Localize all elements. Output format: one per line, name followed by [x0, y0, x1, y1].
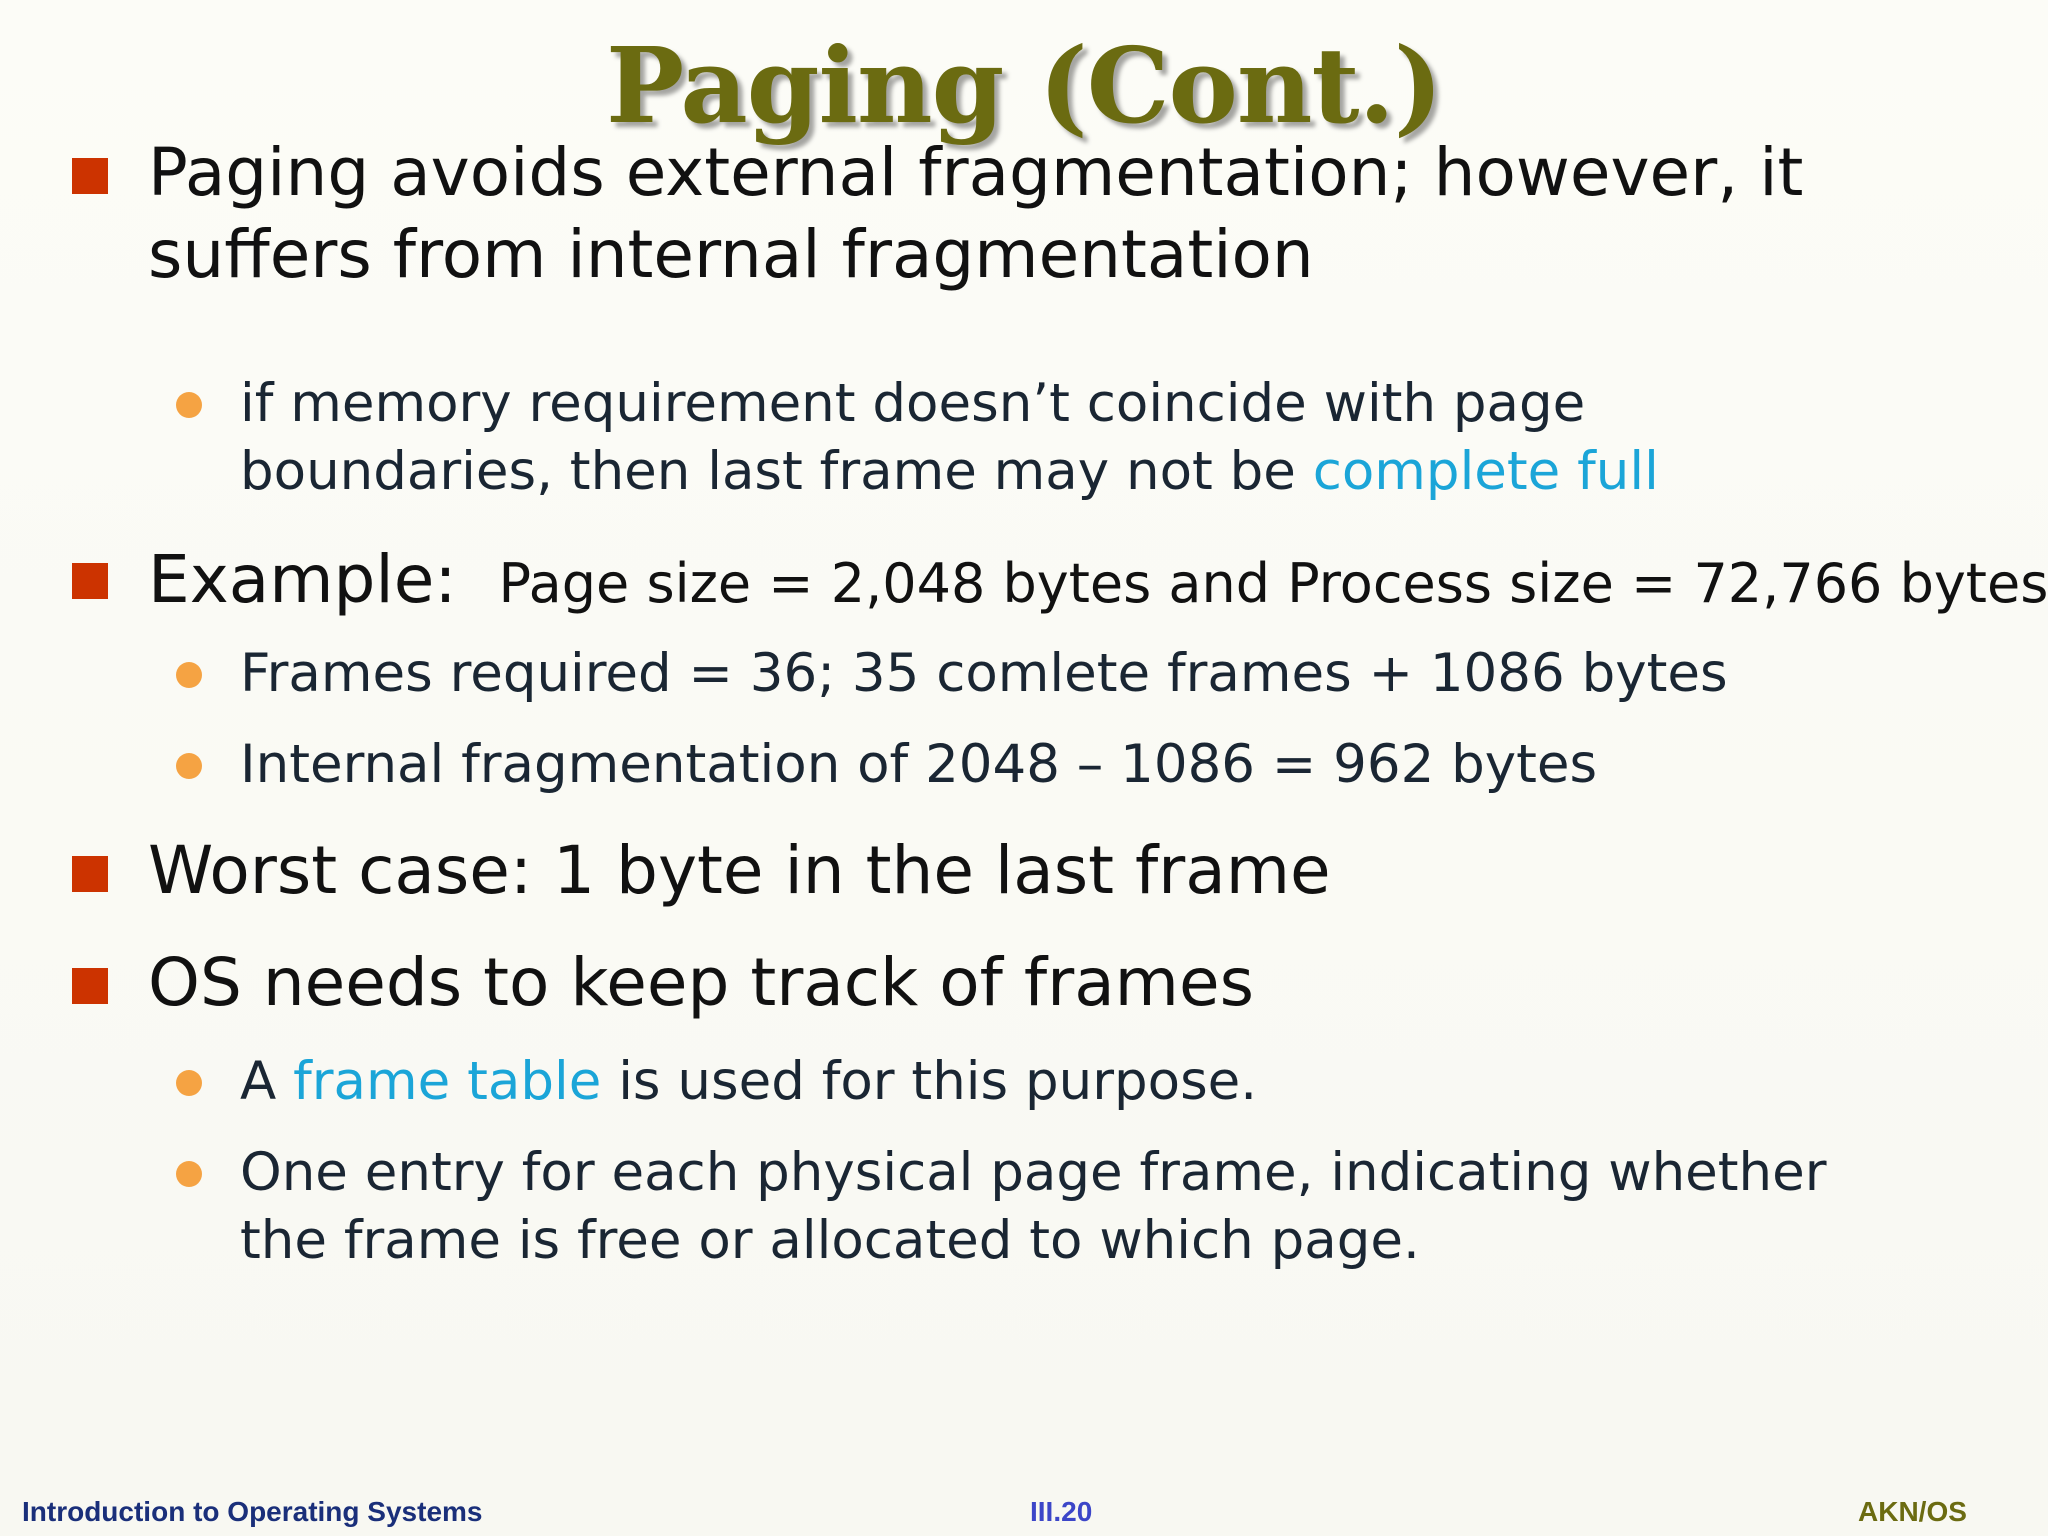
- bullet-os-frames: [72, 942, 2032, 1024]
- sub-bullet-line: One entry for each physical page frame, indicating whether: [240, 1142, 1827, 1203]
- sub-bullet-text: [240, 1048, 1257, 1116]
- sub-bullet-text: Frames required = 36; 35 comlete frames + 1086 bytes: [240, 643, 1728, 704]
- sub-bullet-frames-required: [176, 640, 2026, 708]
- bullet-worst-case: [72, 830, 2032, 912]
- example-detail: Page size = 2,048 bytes and Process size = 72,766 bytes: [498, 552, 2048, 615]
- bullet-text: OS needs to keep track of frames: [148, 944, 1254, 1021]
- highlight-complete-full: complete full: [1312, 441, 1659, 502]
- square-bullet-icon: [72, 856, 108, 892]
- footer-author: AKN/OS: [1858, 1496, 1967, 1527]
- bullet-text: [148, 132, 1803, 296]
- bullet-text: [148, 539, 2048, 625]
- square-bullet-icon: [72, 968, 108, 1004]
- example-label: Example:: [148, 541, 457, 618]
- sub-bullet-line: [240, 438, 1659, 506]
- sub-bullet-suffix: is used for this purpose.: [601, 1051, 1258, 1112]
- footer-slide-number: III.20: [1030, 1496, 1093, 1527]
- sub-bullet-line: the frame is free or allocated to which page.: [240, 1210, 1420, 1271]
- highlight-frame-table: frame table: [293, 1051, 602, 1112]
- dot-bullet-icon: [176, 392, 202, 418]
- sub-bullet-internal-fragmentation: [176, 731, 2026, 799]
- sub-bullet-line-prefix: boundaries, then last frame may not be: [240, 441, 1313, 502]
- square-bullet-icon: [72, 158, 108, 194]
- bullet-text: Worst case: 1 byte in the last frame: [148, 832, 1331, 909]
- sub-bullet-text: Internal fragmentation of 2048 – 1086 = 962 bytes: [240, 734, 1598, 795]
- bullet-line: Paging avoids external fragmentation; however, it: [148, 134, 1804, 211]
- square-bullet-icon: [72, 563, 108, 599]
- bullet-line: suffers from internal fragmentation: [148, 216, 1314, 293]
- sub-bullet-one-entry: [176, 1139, 2026, 1275]
- sub-bullet-frame-table: [176, 1048, 2026, 1116]
- sub-bullet-prefix: A: [240, 1051, 294, 1112]
- bullet-example: [72, 539, 2048, 625]
- dot-bullet-icon: [176, 753, 202, 779]
- dot-bullet-icon: [176, 662, 202, 688]
- slide-title: Paging (Cont.): [606, 24, 1442, 147]
- sub-bullet-text: [240, 1139, 1827, 1275]
- footer-course-title: Introduction to Operating Systems: [22, 1496, 483, 1527]
- sub-bullet-memory-requirement: [176, 370, 2026, 506]
- dot-bullet-icon: [176, 1161, 202, 1187]
- sub-bullet-line: if memory requirement doesn’t coincide with page: [240, 373, 1586, 434]
- dot-bullet-icon: [176, 1070, 202, 1096]
- sub-bullet-text: [240, 370, 1659, 506]
- bullet-paging-fragmentation: [72, 132, 2032, 296]
